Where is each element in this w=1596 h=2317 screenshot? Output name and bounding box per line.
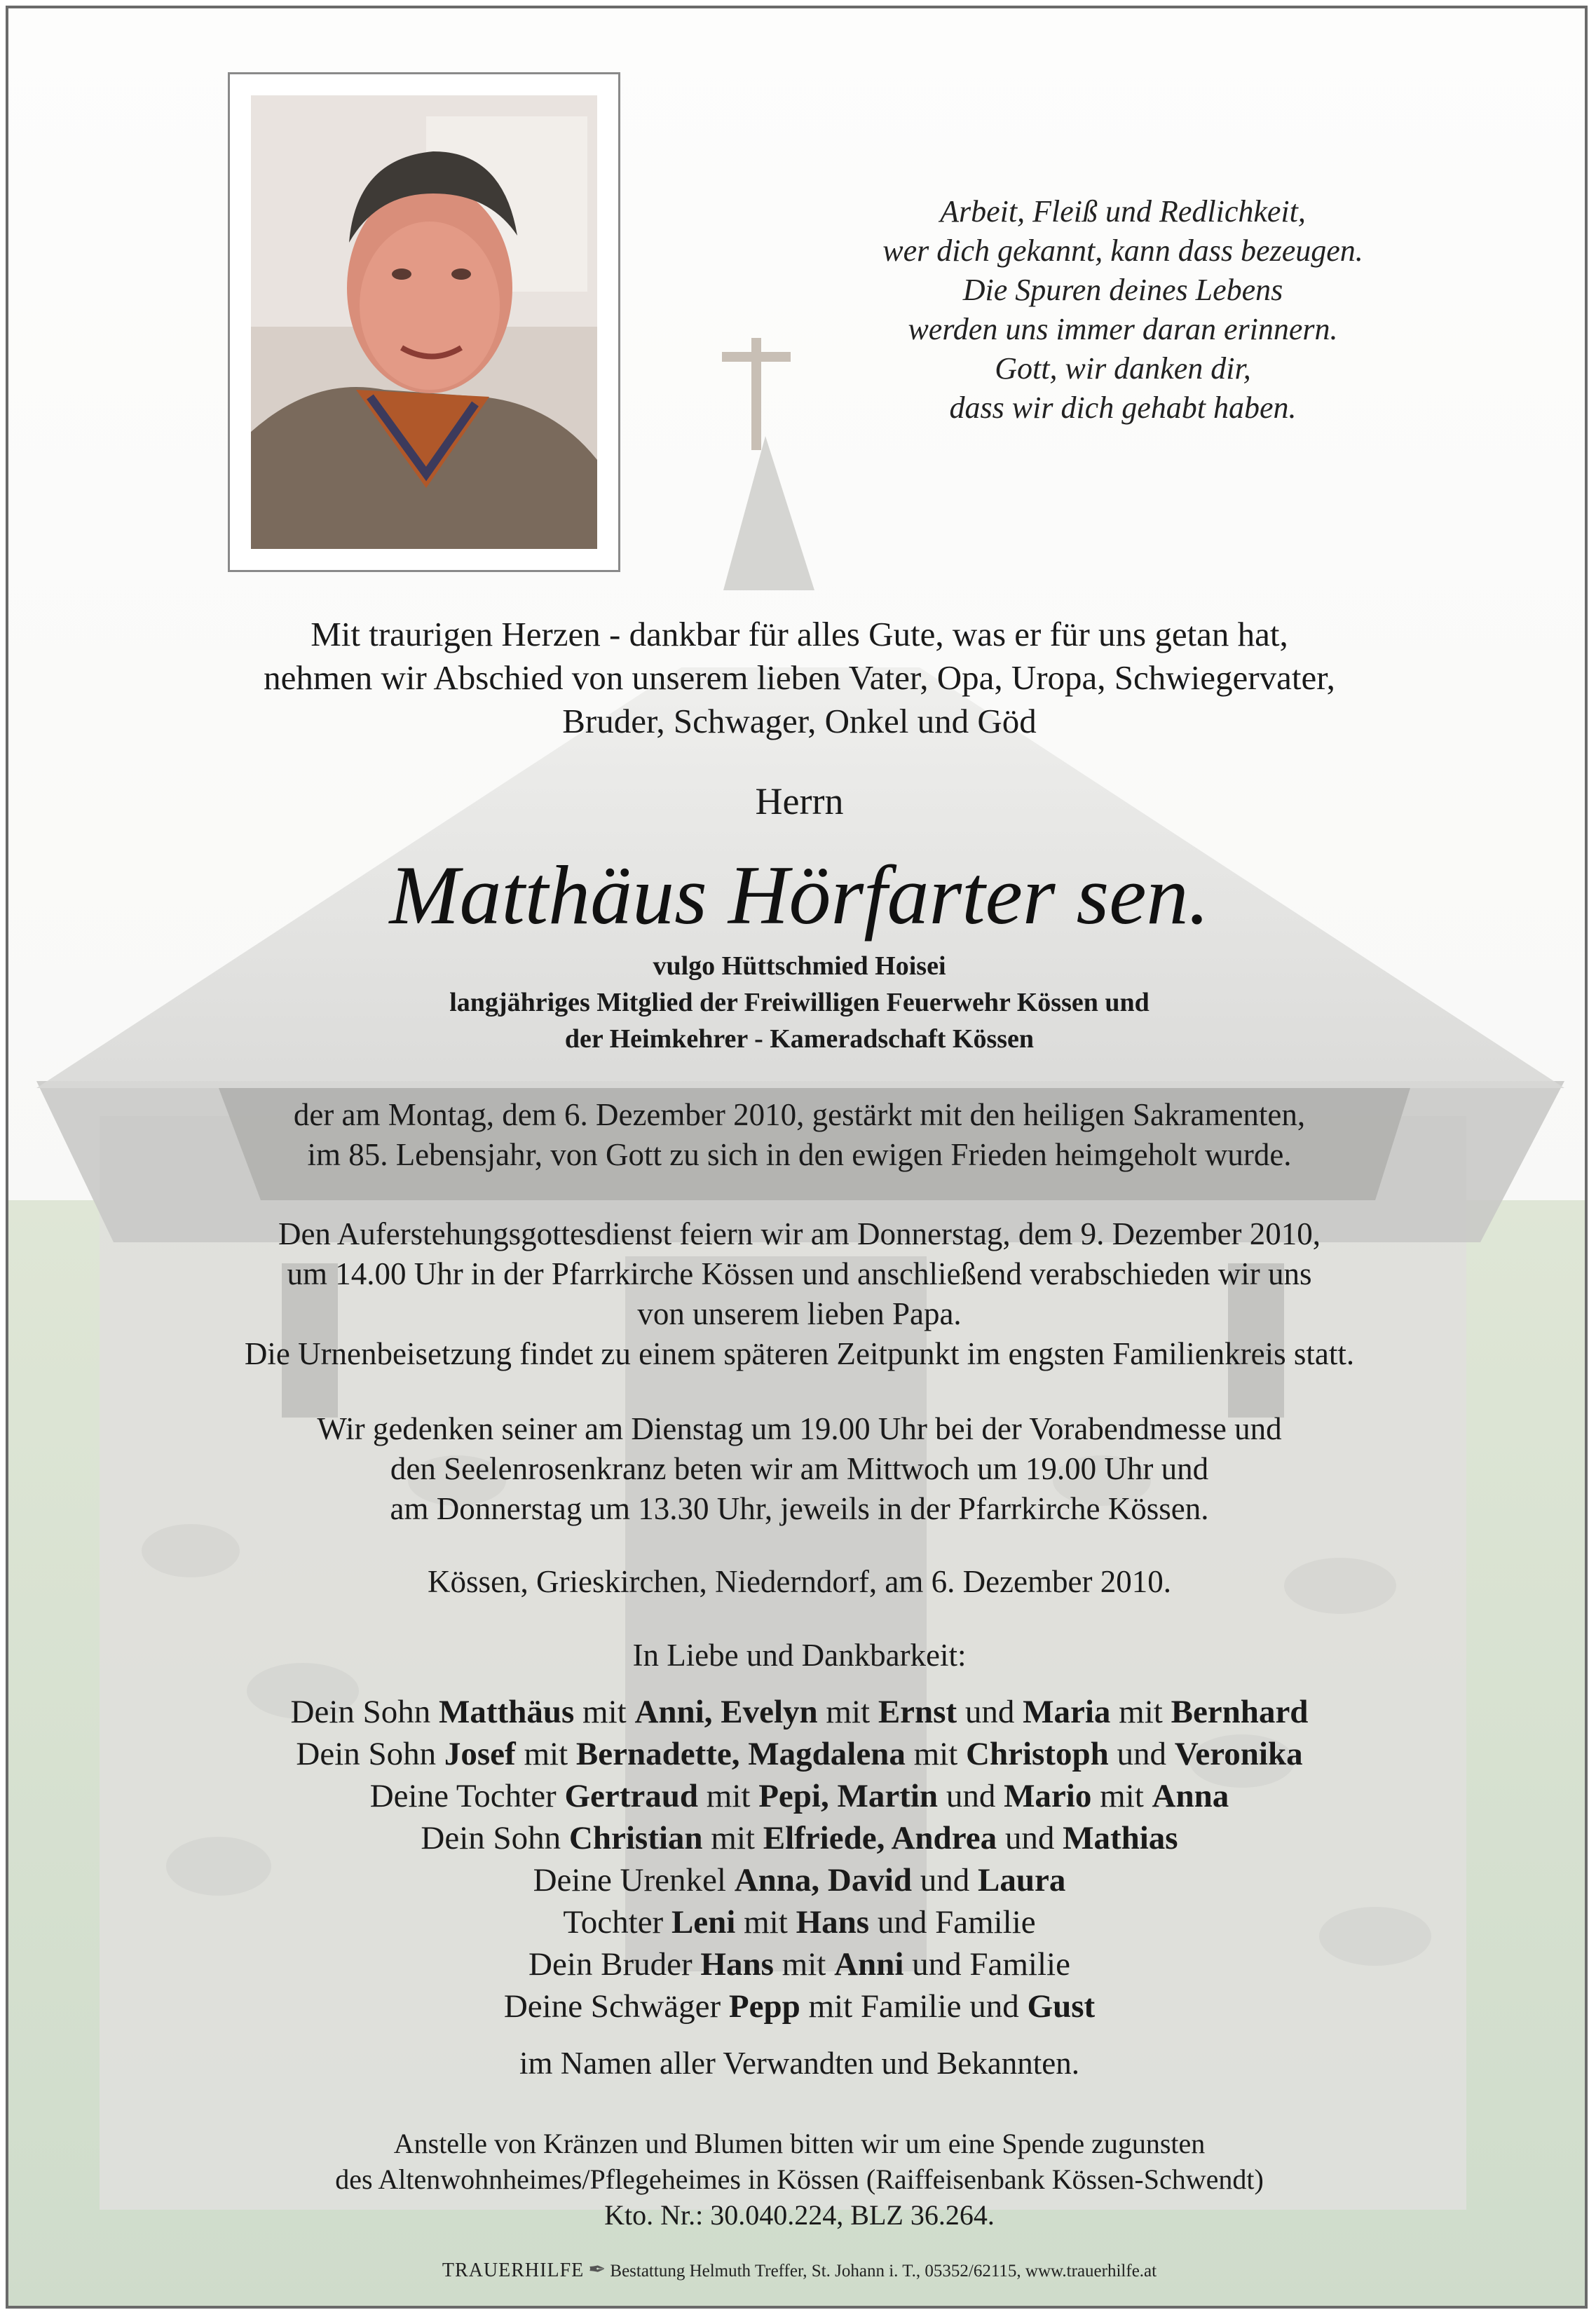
family-member-name: Bernhard: [1171, 1694, 1309, 1730]
donation-line: Kto. Nr.: 30.040.224, BLZ 36.264.: [604, 2199, 995, 2231]
family-relation-text: mit: [817, 1694, 878, 1730]
family-member-name: Leni: [671, 1904, 736, 1941]
family-relation-text: mit: [735, 1904, 796, 1941]
family-member-name: Hans: [796, 1904, 870, 1941]
service-info: [8, 1214, 1588, 1374]
prayer-line: Wir gedenken seiner am Dienstag um 19.00 Uhr bei der Vorabendmesse und: [317, 1411, 1282, 1446]
family-relation-text: und: [997, 1820, 1063, 1856]
family-relation-text: und: [1108, 1736, 1175, 1772]
family-relation-text: Dein Sohn: [290, 1694, 439, 1730]
prayer-line: den Seelenrosenkranz beten wir am Mittwoch um 19.00 Uhr und: [390, 1451, 1209, 1486]
intro-line: Bruder, Schwager, Onkel und Göd: [562, 702, 1037, 740]
family-row: [8, 1985, 1588, 2027]
subtitle-line: langjähriges Mitglied der Freiwilligen Feuerwehr Kössen und: [449, 988, 1150, 1017]
portrait-photo-frame: [228, 72, 620, 572]
family-member-name: Anni: [834, 1946, 904, 1983]
family-relation-text: und Familie: [903, 1946, 1070, 1983]
family-relation-text: mit: [1110, 1694, 1171, 1730]
family-member-name: Christian: [568, 1820, 703, 1856]
family-member-name: Veronika: [1174, 1736, 1303, 1772]
feather-icon: ✒: [588, 2258, 606, 2281]
poem-line: Die Spuren deines Lebens: [962, 273, 1283, 307]
poem-line: wer dich gekannt, kann dass bezeugen.: [882, 233, 1363, 268]
subtitle: [8, 948, 1588, 1057]
family-member-name: Mathias: [1063, 1820, 1178, 1856]
family-relation-text: Deine Schwäger: [503, 1988, 729, 2025]
family-member-name: Laura: [978, 1862, 1066, 1898]
footer: [8, 2257, 1588, 2282]
family-member-name: Christoph: [966, 1736, 1109, 1772]
obituary-card: [6, 6, 1588, 2309]
service-line: um 14.00 Uhr in der Pfarrkirche Kössen und anschließend verabschieden wir uns: [287, 1256, 1312, 1291]
subtitle-line: der Heimkehrer - Kameradschaft Kössen: [564, 1024, 1035, 1054]
footer-brand: TRAUERHILFE: [442, 2260, 585, 2281]
prayer-info: [8, 1409, 1588, 1529]
family-row: [8, 1691, 1588, 1733]
closing: In Liebe und Dankbarkeit:: [632, 1638, 967, 1673]
poem-line: Arbeit, Fleiß und Redlichkeit,: [940, 194, 1306, 229]
family-relation-text: mit: [515, 1736, 576, 1772]
family-row: [8, 1733, 1588, 1775]
poem-line: werden uns immer daran erinnern.: [908, 312, 1338, 346]
prayer-line: am Donnerstag um 13.30 Uhr, jeweils in der Pfarrkirche Kössen.: [390, 1491, 1209, 1526]
subtitle-line: vulgo Hüttschmied Hoisei: [653, 951, 946, 981]
family-relation-text: und: [938, 1778, 1004, 1814]
family-relation-text: Dein Bruder: [528, 1946, 701, 1983]
family-relation-text: Deine Tochter: [369, 1778, 565, 1814]
family-member-name: Gust: [1027, 1988, 1096, 2025]
family-member-name: Hans: [700, 1946, 774, 1983]
family-member-name: Pepp: [728, 1988, 800, 2025]
salutation: Herrn: [755, 780, 844, 822]
death-notice-line: im 85. Lebensjahr, von Gott zu sich in den ewigen Frieden heimgeholt wurde.: [307, 1137, 1292, 1172]
family-relation-text: mit: [905, 1736, 967, 1772]
family-relation-text: Deine Urenkel: [533, 1862, 735, 1898]
intro-line: nehmen wir Abschied von unserem lieben Vater, Opa, Uropa, Schwiegervater,: [264, 658, 1335, 697]
portrait-photo: [251, 95, 597, 549]
place-date: Kössen, Grieskirchen, Niederndorf, am 6. Dezember 2010.: [428, 1564, 1171, 1599]
service-line: Den Auferstehungsgottesdienst feiern wir am Donnerstag, dem 9. Dezember 2010,: [278, 1216, 1321, 1251]
family-relation-text: mit: [574, 1694, 635, 1730]
family-member-name: Elfriede, Andrea: [763, 1820, 997, 1856]
intro-line: Mit traurigen Herzen - dankbar für alles Gute, was er für uns getan hat,: [311, 615, 1288, 653]
family-member-name: Anni, Evelyn: [634, 1694, 818, 1730]
family-member-name: Anna, David: [734, 1862, 913, 1898]
service-line: von unserem lieben Papa.: [637, 1296, 962, 1331]
family-relation-text: mit: [1091, 1778, 1152, 1814]
family-row: [8, 1901, 1588, 1943]
family-member-name: Anna: [1152, 1778, 1229, 1814]
family-row: [8, 1859, 1588, 1901]
family-list: [8, 1691, 1588, 2027]
family-member-name: Pepi, Martin: [758, 1778, 939, 1814]
intro-text: [8, 613, 1588, 743]
family-row: [8, 1817, 1588, 1859]
family-member-name: Ernst: [878, 1694, 957, 1730]
family-member-name: Gertraud: [564, 1778, 699, 1814]
death-notice: [8, 1095, 1588, 1175]
family-relation-text: mit: [702, 1820, 763, 1856]
footer-details: Bestattung Helmuth Treffer, St. Johann i. T., 05352/62115, www.trauerhilfe.at: [610, 2262, 1157, 2281]
family-relation-text: Dein Sohn: [296, 1736, 444, 1772]
poem-line: dass wir dich gehabt haben.: [949, 390, 1297, 425]
family-member-name: Bernadette, Magdalena: [575, 1736, 906, 1772]
family-row: [8, 1943, 1588, 1985]
family-row: [8, 1775, 1588, 1817]
family-relation-text: mit: [773, 1946, 835, 1983]
family-member-name: Josef: [444, 1736, 516, 1772]
family-member-name: Mario: [1004, 1778, 1092, 1814]
service-line: Die Urnenbeisetzung findet zu einem späteren Zeitpunkt im engsten Familienkreis statt.: [244, 1336, 1355, 1371]
family-relation-text: mit Familie und: [800, 1988, 1028, 2025]
deceased-name: Matthäus Hörfarter sen.: [389, 848, 1210, 942]
family-member-name: Maria: [1023, 1694, 1111, 1730]
family-relation-text: und Familie: [869, 1904, 1036, 1941]
donation-line: des Altenwohnheimes/Pflegeheimes in Kössen (Raiffeisenbank Kössen-Schwendt): [335, 2163, 1264, 2195]
family-relation-text: und: [957, 1694, 1023, 1730]
death-notice-line: der am Montag, dem 6. Dezember 2010, gestärkt mit den heiligen Sakramenten,: [293, 1097, 1306, 1132]
donation-info: [8, 2126, 1588, 2233]
family-relation-text: Tochter: [563, 1904, 671, 1941]
poem: [779, 192, 1466, 428]
family-relation-text: mit: [698, 1778, 759, 1814]
on-behalf: im Namen aller Verwandten und Bekannten.: [519, 2046, 1079, 2081]
family-relation-text: Dein Sohn: [421, 1820, 569, 1856]
family-member-name: Matthäus: [439, 1694, 575, 1730]
family-relation-text: und: [912, 1862, 978, 1898]
donation-line: Anstelle von Kränzen und Blumen bitten wir um eine Spende zugunsten: [393, 2128, 1206, 2159]
poem-line: Gott, wir danken dir,: [995, 351, 1251, 386]
